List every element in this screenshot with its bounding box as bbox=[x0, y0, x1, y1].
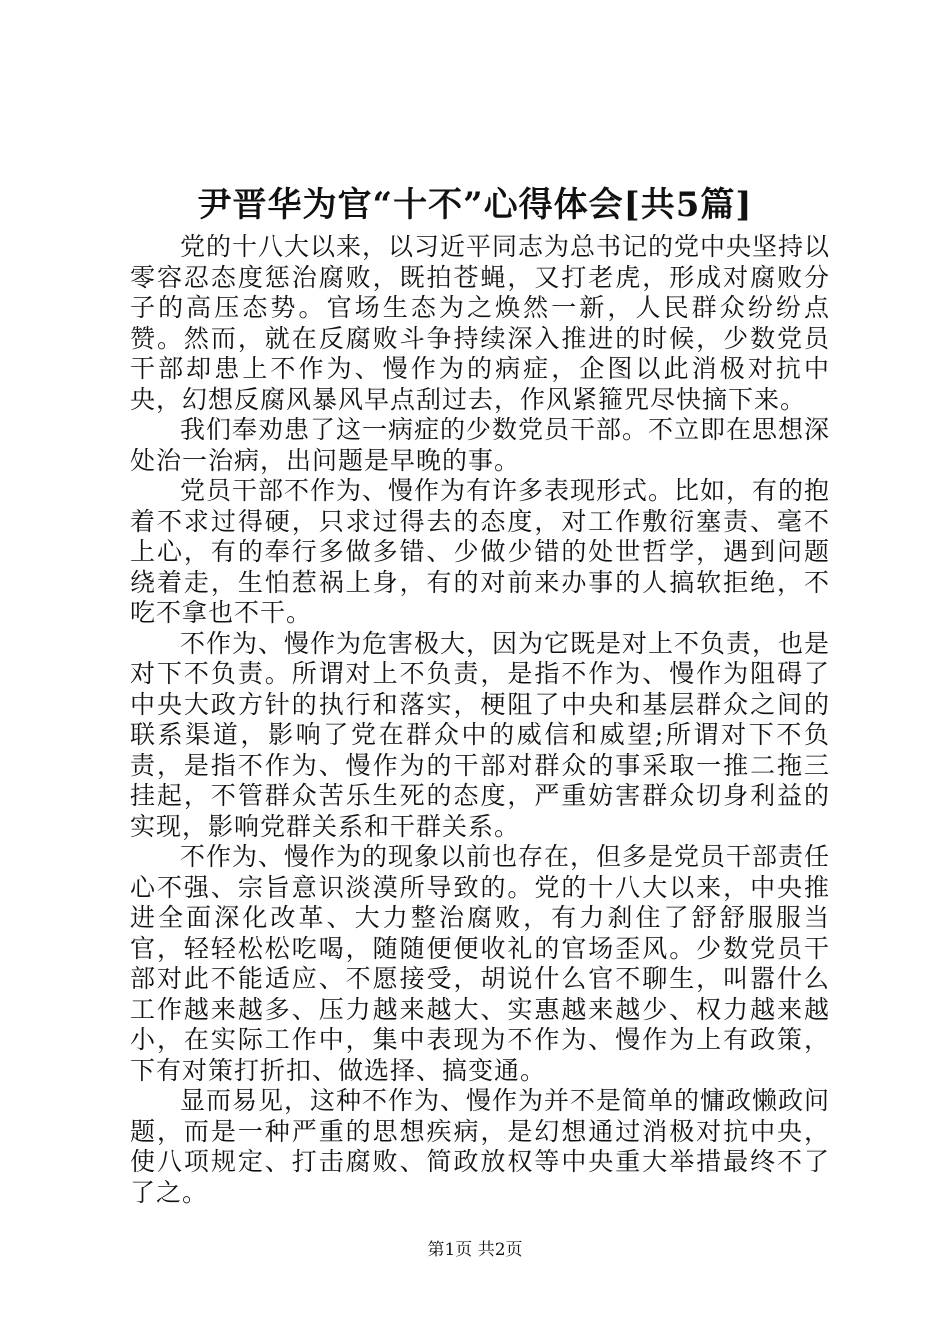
document-title: 尹晋华为官“十不”心得体会[共5篇] bbox=[197, 185, 753, 225]
paragraph: 党的十八大以来，以习近平同志为总书记的党中央坚持以零容忍态度惩治腐败，既拍苍蝇，又打老虎，形成对腐败分子的高压态势。官场生态为之焕然一新，人民群众纷纷点赞。然而，就在反腐败斗争持续深入推进的时候，少数党员干部却患上不作为、慢作为的病症，企图以此消极对抗中央，幻想反腐风暴风早点刮过去，作风紧箍咒尽快摘下来。 bbox=[130, 232, 831, 414]
paragraph: 不作为、慢作为危害极大，因为它既是对上不负责，也是对下不负责。所谓对上不负责，是指不作为、慢作为阻碍了中央大政方针的执行和落实，梗阻了中央和基层群众之间的联系渠道，影响了党在群众中的威信和威望;所谓对下不负责，是指不作为、慢作为的干部对群众的事采取一推二拖三挂起，不管群众苦乐生死的态度，严重妨害群众切身利益的实现，影响党群关系和干群关系。 bbox=[130, 628, 831, 841]
paragraph: 我们奉劝患了这一病症的少数党员干部。不立即在思想深处治一治病，出问题是早晚的事。 bbox=[130, 415, 831, 475]
page-number-footer: 第1页 共2页 bbox=[427, 1240, 523, 1260]
paragraph: 显而易见，这种不作为、慢作为并不是简单的慵政懒政问题，而是一种严重的思想疾病，是幻想通过消极对抗中央，使八项规定、打击腐败、简政放权等中央重大举措最终不了了之。 bbox=[130, 1086, 831, 1207]
paragraph: 党员干部不作为、慢作为有许多表现形式。比如，有的抱着不求过得硬，只求过得去的态度，对工作敷衍塞责、毫不上心，有的奉行多做多错、少做少错的处世哲学，遇到问题绕着走，生怕惹祸上身，有的对前来办事的人搞软拒绝，不吃不拿也不干。 bbox=[130, 476, 831, 627]
document-body bbox=[130, 232, 830, 1208]
paragraph: 不作为、慢作为的现象以前也存在，但多是党员干部责任心不强、宗旨意识淡漠所导致的。党的十八大以来，中央推进全面深化改革、大力整治腐败，有力刹住了舒舒服服当官，轻轻松松吃喝，随随便便收礼的官场歪风。少数党员干部对此不能适应、不愿接受，胡说什么官不聊生，叫嚣什么工作越来越多、压力越来越大、实惠越来越少、权力越来越小，在实际工作中，集中表现为不作为、慢作为上有政策，下有对策打折扣、做选择、搞变通。 bbox=[130, 842, 831, 1085]
